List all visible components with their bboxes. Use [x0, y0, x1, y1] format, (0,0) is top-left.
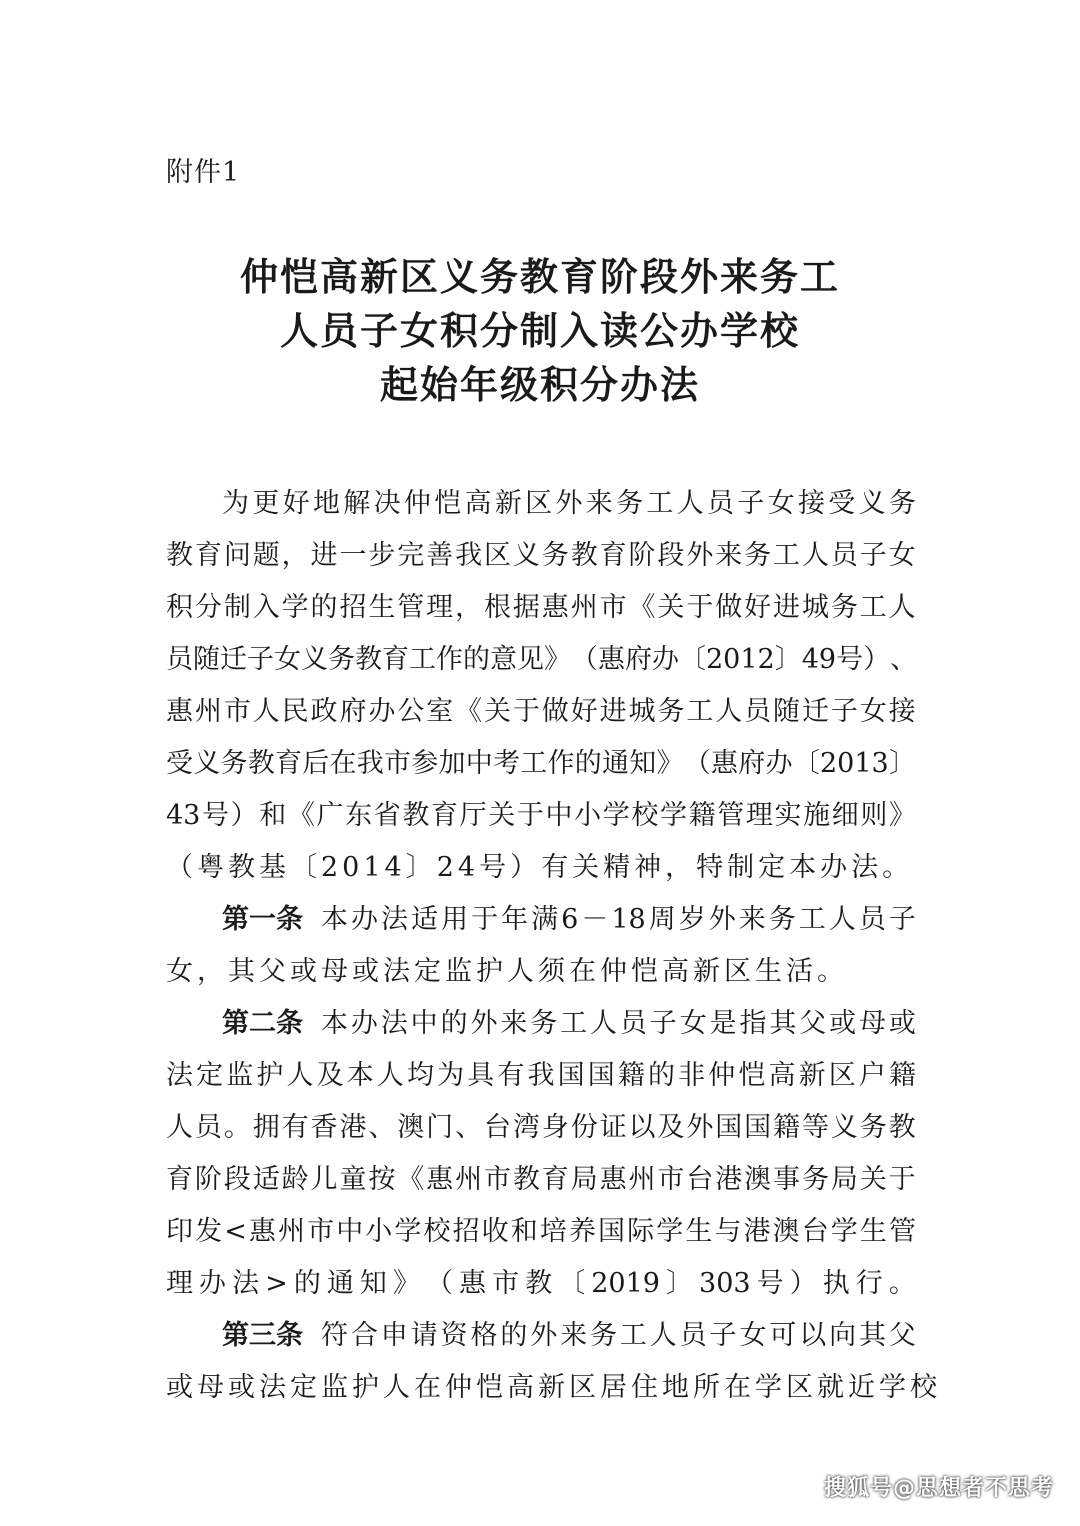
article-line: 人 员 。 拥 有 香 港 、 澳 门 、 台 湾 身 份 证 以 及 外 国 国 籍 等 义 务 教 [166, 1112, 916, 1143]
title-line-2: 人员子女积分制入读公办学校 [279, 309, 800, 353]
preamble-line: 惠 州 市 人 民 政 府 办 公 室 《 关 于 做 好 进 城 务 工 人 员 随 迁 子 女 接 [166, 696, 916, 727]
article-line [166, 894, 916, 946]
preamble-line: 积 分 制 入 学 的 招 生 管 理 ， 根 据 惠 州 市 《 关 于 做 好 进 城 务 工 人 [166, 592, 916, 623]
article-line: 女，其父或母或法定监护人须在仲恺高新区生活。 [166, 956, 848, 987]
article-first-line: 符 合 申 请 资 格 的 外 来 务 工 人 员 子 女 可 以 向 其 父 [321, 1320, 916, 1351]
preamble-line: 受 义 务 教 育 后 在 我 市 参 加 中 考 工 作 的 通 知 》 （ 惠 府 办 〔 2013 〕 [166, 748, 916, 779]
title-line-3: 起始年级积分办法 [379, 363, 700, 407]
preamble-line: 为 更 好 地 解 决 仲 恺 高 新 区 外 来 务 工 人 员 子 女 接 受 义 务 [222, 488, 916, 519]
document-body [166, 478, 941, 1414]
article-line: 育 阶 段 适 龄 儿 童 按 《 惠 州 市 教 育 局 惠 州 市 台 港 澳 事 务 局 关 于 [166, 1164, 916, 1195]
preamble-line: 员 随 迁 子 女 义 务 教 育 工 作 的 意 见 》 （ 惠 府 办 〔 2012 〕 49 号 ） 、 [166, 644, 918, 675]
article-heading: 第一条 [222, 904, 303, 935]
watermark: 搜狐号@思想者不思考 [823, 1476, 1054, 1501]
article-first-line: 本 办 法 中 的 外 来 务 工 人 员 子 女 是 指 其 父 或 母 或 [321, 1008, 916, 1039]
article-heading: 第三条 [222, 1320, 303, 1351]
preamble-line: 教 育 问 题 ， 进 一 步 完 善 我 区 义 务 教 育 阶 段 外 来 务 工 人 员 子 女 [166, 540, 916, 571]
article-line [166, 998, 916, 1050]
article-line: 法 定 监 护 人 及 本 人 均 为 具 有 我 国 国 籍 的 非 仲 恺 高 新 区 户 籍 [166, 1060, 916, 1091]
document-title [0, 250, 1080, 412]
article-line: 印 发 < 惠 州 市 中 小 学 校 招 收 和 培 养 国 际 学 生 与 港 澳 台 学 生 管 [166, 1216, 916, 1247]
preamble-line: （粤教基〔2014〕24号）有关精神，特制定本办法。 [166, 852, 914, 883]
preamble-line: 43 号 ） 和 《 广 东 省 教 育 厅 关 于 中 小 学 校 学 籍 管 理 实 施 细 则 》 [166, 800, 916, 831]
article-line [166, 1310, 916, 1362]
article-first-line: 本 办 法 适 用 于 年 满 6 － 18 周 岁 外 来 务 工 人 员 子 [321, 904, 916, 935]
attachment-label: 附件1 [166, 157, 241, 188]
article-line: 理 办 法 > 的 通 知 》 （ 惠 市 教 〔 2019 〕 303 号 ） 执 行 。 [166, 1268, 916, 1299]
title-line-1: 仲恺高新区义务教育阶段外来务工 [239, 255, 840, 299]
article-line: 或母或法定监护人在仲恺高新区居住地所在学区就近学校 [166, 1372, 941, 1403]
article-heading: 第二条 [222, 1008, 303, 1039]
